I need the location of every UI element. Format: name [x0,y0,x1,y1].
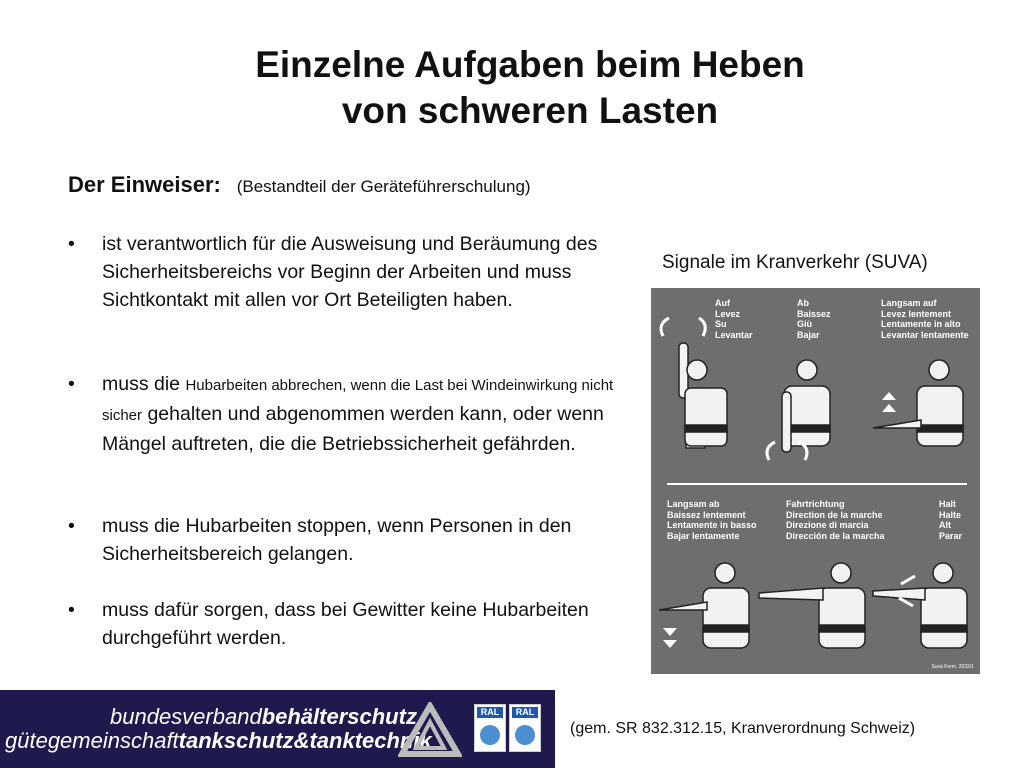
signal-label-slow-up: Langsam auf Levez lentement Lentamente in alto Levantar lentamente [881,298,969,340]
signaler-figure-stop [873,563,967,648]
bullet-item [68,512,628,572]
section-heading [68,172,531,198]
bullet-item [68,370,628,485]
bullet-item [68,230,628,345]
association-logo-icon [398,702,462,758]
ral-seal-icon: RAL [474,704,506,752]
footer-line-1: bundesverbandbehälterschutz [110,704,417,729]
bullet-text-part: gehalten und abgenommen werden kann, oder wenn Mängel auftreten, die die Betriebssicherheit gefährden. [102,403,604,455]
form-code: Suva Form. 2033/1 [931,664,974,670]
signal-figures [651,288,980,674]
bullet-text [102,370,622,458]
ral-seal-icon: RAL [509,704,541,752]
bullet-dot: • [68,373,75,395]
bullet-text: muss dafür sorgen, dass bei Gewitter keine Hubarbeiten durchgeführt werden. [102,599,589,649]
bullet-item [68,596,628,656]
signal-label-down: Ab Baissez Giù Bajar [797,298,831,340]
bullet-text-part-small: Hubarbeiten abbrechen, wenn die Last bei Windeinwirkung nicht sicher [102,377,614,424]
section-label: Der Einweiser: [68,172,221,197]
section-note: (Bestandteil der Geräteführerschulung) [236,177,531,196]
bullet-text: ist verantwortlich für die Ausweisung und Beräumung des Sicherheitsbereichs vor Beginn der Arbeiten und muss Sichtkontakt mit allen vor Ort Beteiligten haben. [102,233,598,311]
signal-label-stop: Halt Halte Alt Parar [939,499,963,541]
footer-banner [0,690,555,768]
signaler-figure-direction [759,563,865,648]
footer-line-2: gütegemeinschafttankschutz&tanktechnik [5,728,432,753]
signal-label-slow-down: Langsam ab Baissez lentement Lentamente in basso Bajar lentamente [667,499,757,541]
bullet-dot: • [68,233,75,255]
bullet-dot: • [68,599,75,621]
title-line-1: Einzelne Aufgaben beim Heben [255,44,805,85]
bullet-text-part: muss die [102,373,181,395]
signaler-figure-down [782,360,830,452]
crane-signals-panel [651,288,980,674]
signaler-figure-slow-up [873,360,963,446]
bullet-text: muss die Hubarbeiten stoppen, wenn Personen in den Sicherheitsbereich gelangen. [102,515,572,565]
signals-caption: Signale im Kranverkehr (SUVA) [662,252,928,273]
signal-label-direction: Fahrtrichtung Direction de la marche Direzione di marcia Dirección de la marcha [786,499,885,541]
source-reference: (gem. SR 832.312.15, Kranverordnung Schweiz) [570,720,916,737]
signaler-figure-slow-down [659,563,749,648]
title-line-2: von schweren Lasten [341,90,719,131]
signaler-figure-up [679,343,727,448]
bullet-dot: • [68,515,75,537]
page-title [180,42,880,134]
signal-label-up: Auf Levez Su Levantar [715,298,753,340]
